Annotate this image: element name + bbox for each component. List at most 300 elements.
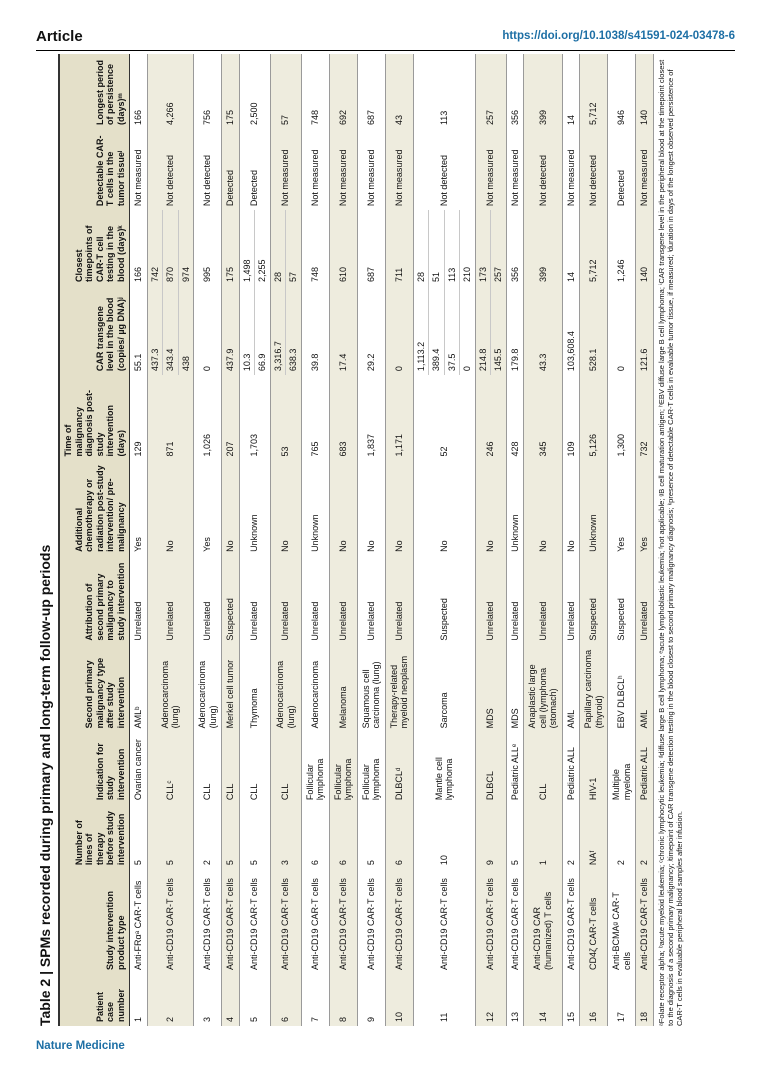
table-cell: Yes — [608, 461, 636, 556]
table-row — [385, 54, 413, 1026]
table-subvalue: 29.2 — [365, 353, 376, 372]
table-cell: Anti-CD19 CAR-T cells — [194, 869, 222, 974]
table-cell-multi — [239, 210, 270, 286]
table-cell: 1 — [524, 804, 563, 869]
table-cell: 7 — [301, 974, 329, 1026]
table-cell: 687 — [357, 54, 385, 129]
table-cell: 428 — [506, 375, 524, 460]
table-cell: No — [270, 461, 301, 556]
table-cell: Anti-CD19 CAR-T cells — [506, 869, 524, 974]
table-cell: Anti-CD19 CAR-T cells — [222, 869, 240, 974]
table-cell: Anti-CD19 CAR-T cells — [385, 869, 413, 974]
table-cell: Anti-CD19 CAR-T cells — [562, 869, 580, 974]
table-cell: Not measured — [357, 129, 385, 210]
table-subvalue: 610 — [337, 267, 348, 283]
table-cell: Detected — [222, 129, 240, 210]
table-cell-multi — [475, 210, 506, 286]
table-cell: 15 — [562, 974, 580, 1026]
table-cell: Unrelated — [562, 556, 580, 645]
table-cell: Detected — [608, 129, 636, 210]
table-cell: 5,712 — [580, 54, 608, 129]
table-cell: 207 — [222, 375, 240, 460]
table-subvalue: 121.6 — [639, 348, 649, 372]
table-cell: Not measured — [475, 129, 506, 210]
table-cell: Suspected — [580, 556, 608, 645]
table-subvalue: 28 — [271, 210, 287, 286]
table-cell: CLL — [270, 732, 301, 804]
table-cell-multi — [147, 286, 194, 375]
doi-link[interactable]: https://doi.org/10.1038/s41591-024-03478-6 — [502, 30, 735, 42]
table-cell: Adenocarcinoma — [301, 645, 329, 733]
table-cell-multi — [413, 286, 475, 375]
table-cell: 946 — [608, 54, 636, 129]
table-subvalue: 257 — [493, 267, 503, 283]
table-cell: 345 — [524, 375, 563, 460]
table-cell: No — [329, 461, 357, 556]
table-cell: No — [413, 461, 475, 556]
spm-table — [58, 54, 654, 1026]
table-cell: 43 — [385, 54, 413, 129]
table-cell: 129 — [130, 375, 148, 460]
table-cell: Unrelated — [357, 556, 385, 645]
table-subvalue: 0 — [616, 366, 627, 372]
table-cell: 356 — [506, 54, 524, 129]
table-cell-multi — [329, 286, 357, 375]
table-cell: Therapy-related myeloid neoplasm — [385, 645, 413, 733]
table-cell: Anti-CD19 CAR-T cells — [270, 869, 301, 974]
table-subvalue: 5,712 — [588, 259, 599, 283]
table-cell-multi — [301, 210, 329, 286]
table-cell: DLBCLᵈ — [385, 732, 413, 804]
table-row — [562, 54, 580, 1026]
table-cell: Anti-CD19 CAR (humanized) T cells — [524, 869, 563, 974]
table-subvalue: 437.3 — [148, 286, 164, 375]
table-subvalue: 179.8 — [509, 348, 520, 372]
table-cell: 5 — [147, 804, 194, 869]
table-cell: 2 — [562, 804, 580, 869]
table-cell: MDS — [506, 645, 524, 733]
table-cell: 1,171 — [385, 375, 413, 460]
table-row — [608, 54, 636, 1026]
table-cell: Anti-CD19 CAR-T cells — [413, 869, 475, 974]
table-cell-multi — [147, 210, 194, 286]
column-header: Indication for study intervention — [59, 732, 130, 804]
table-row — [147, 54, 194, 1026]
table-cell-multi — [475, 286, 506, 375]
table-cell: Anti-CD19 CAR-T cells — [301, 869, 329, 974]
table-cell: 17 — [608, 974, 636, 1026]
table-cell: 3 — [270, 804, 301, 869]
table-cell: 399 — [524, 54, 563, 129]
column-header: Additional chemotherapy or radiation post-study intervention/ pre-malignancy — [59, 461, 130, 556]
table-cell: Ovarian cancer — [130, 732, 148, 804]
table-cell: Thymoma — [239, 645, 270, 733]
table-subvalue: 140 — [639, 267, 649, 283]
table-cell: 175 — [222, 54, 240, 129]
table-cell: Not measured — [385, 129, 413, 210]
table-cell-multi — [329, 210, 357, 286]
table-cell: Unknown — [239, 461, 270, 556]
table-cell: 6 — [329, 804, 357, 869]
table-cell-multi — [580, 210, 608, 286]
column-header: Patient case number — [59, 974, 130, 1026]
column-header: Closest timepoints of CAR-T cell testing in the blood (days)ᵏ — [59, 210, 130, 286]
table-subvalue: 389.4 — [429, 286, 445, 375]
table-cell: 140 — [636, 54, 654, 129]
table-cell: 5 — [506, 804, 524, 869]
table-cell: Melanoma — [329, 645, 357, 733]
table-cell: 756 — [194, 54, 222, 129]
table-row — [357, 54, 385, 1026]
table-cell: Unknown — [506, 461, 524, 556]
table-cell: 2 — [147, 974, 194, 1026]
table-row — [636, 54, 654, 1026]
table-cell: 2 — [194, 804, 222, 869]
table-cell: 5 — [357, 804, 385, 869]
table-cell: Unrelated — [524, 556, 563, 645]
table-cell-multi — [357, 210, 385, 286]
table-subvalue: 0 — [202, 366, 213, 372]
table-cell: 57 — [270, 54, 301, 129]
table-cell: Yes — [194, 461, 222, 556]
table-cell-multi — [385, 286, 413, 375]
table-subvalue: 14 — [565, 272, 576, 283]
table-cell: Not detected — [194, 129, 222, 210]
column-header: Longest period of persistence (days)ᵐ — [59, 54, 130, 129]
table-body — [130, 54, 654, 1026]
table-cell: 6 — [301, 804, 329, 869]
table-cell-multi — [524, 286, 563, 375]
table-cell-multi — [270, 286, 301, 375]
table-cell: No — [475, 461, 506, 556]
table-cell-multi — [580, 286, 608, 375]
table-cell: 10 — [413, 804, 475, 869]
table-cell-multi — [506, 286, 524, 375]
table-subvalue: 437.9 — [225, 348, 235, 372]
table-cell: 52 — [413, 375, 475, 460]
table-cell-multi — [194, 286, 222, 375]
table-subvalue: 0 — [462, 366, 472, 372]
table-subvalue: 173 — [476, 210, 492, 286]
table-cell: 10 — [385, 974, 413, 1026]
table-cell: 8 — [329, 974, 357, 1026]
rotated-table-page — [36, 54, 748, 1026]
table-subvalue: 438 — [180, 356, 191, 372]
table-cell: Pediatric ALLᵉ — [506, 732, 524, 804]
table-cell-multi — [222, 286, 240, 375]
table-cell: Unrelated — [239, 556, 270, 645]
table-cell: Not detected — [413, 129, 475, 210]
table-cell: Not detected — [524, 129, 563, 210]
table-cell: AML — [562, 645, 580, 733]
table-subvalue: 687 — [365, 267, 376, 283]
table-cell: Follicular lymphoma — [301, 732, 329, 804]
table-cell: Follicular lymphoma — [329, 732, 357, 804]
column-header: Second primary malignancy type after study intervention — [59, 645, 130, 733]
table-cell: MDS — [475, 645, 506, 733]
table-cell: Adenocarcinoma (lung) — [194, 645, 222, 733]
table-cell: CD4ζ CAR-T cells — [580, 869, 608, 974]
table-cell: Not measured — [329, 129, 357, 210]
table-row — [222, 54, 240, 1026]
table-cell: Unknown — [580, 461, 608, 556]
table-row — [506, 54, 524, 1026]
table-cell: 2 — [608, 804, 636, 869]
table-cell: 5 — [239, 974, 270, 1026]
table-cell: CLL — [239, 732, 270, 804]
table-cell: HIV-1 — [580, 732, 608, 804]
table-cell: No — [562, 461, 580, 556]
table-row — [301, 54, 329, 1026]
table-cell: Mantle cell lymphoma — [413, 732, 475, 804]
table-cell: 748 — [301, 54, 329, 129]
table-cell-multi — [239, 286, 270, 375]
table-cell-multi — [357, 286, 385, 375]
table-subvalue: 399 — [537, 267, 548, 283]
table-subvalue: 638.3 — [288, 348, 298, 372]
table-cell: 13 — [506, 974, 524, 1026]
table-cell: Adenocarcinoma (lung) — [147, 645, 194, 733]
table-cell-multi — [301, 286, 329, 375]
table-cell: Not measured — [562, 129, 580, 210]
table-cell: 14 — [524, 974, 563, 1026]
table-cell: 18 — [636, 974, 654, 1026]
table-cell: 113 — [413, 54, 475, 129]
table-cell: 6 — [270, 974, 301, 1026]
table-cell: 16 — [580, 974, 608, 1026]
table-subvalue: 28 — [414, 210, 430, 286]
column-header: Study intervention product type — [59, 869, 130, 974]
table-cell: Anti-CD19 CAR-T cells — [239, 869, 270, 974]
table-cell: 12 — [475, 974, 506, 1026]
column-header: Number of lines of therapy before study intervention — [59, 804, 130, 869]
table-cell-multi — [562, 286, 580, 375]
table-subvalue: 66.9 — [257, 353, 267, 372]
table-cell-multi — [524, 210, 563, 286]
table-cell: 53 — [270, 375, 301, 460]
table-row — [475, 54, 506, 1026]
table-cell: Merkel cell tumor — [222, 645, 240, 733]
table-cell: Follicular lymphoma — [357, 732, 385, 804]
table-subvalue: 0 — [393, 366, 404, 372]
table-cell: Not detected — [580, 129, 608, 210]
table-cell: EBV DLBCLʰ — [608, 645, 636, 733]
table-cell: Anti-FRαᵃ CAR-T cells — [130, 869, 148, 974]
table-cell-multi — [506, 210, 524, 286]
table-cell: Anti-CD19 CAR-T cells — [475, 869, 506, 974]
table-cell: Suspected — [413, 556, 475, 645]
table-cell: CLL — [194, 732, 222, 804]
table-cell: No — [147, 461, 194, 556]
table-cell: 1,703 — [239, 375, 270, 460]
table-subvalue: 175 — [225, 267, 235, 283]
table-subvalue: 2,255 — [257, 259, 267, 283]
column-header: Attribution of second primary malignancy to study intervention — [59, 556, 130, 645]
table-subvalue: 748 — [309, 267, 320, 283]
table-cell: Unrelated — [506, 556, 524, 645]
table-subvalue: 39.8 — [309, 353, 320, 372]
table-cell: NAᶠ — [580, 804, 608, 869]
table-row — [270, 54, 301, 1026]
table-cell: 9 — [475, 804, 506, 869]
table-subvalue: 356 — [509, 267, 520, 283]
table-cell: 11 — [413, 974, 475, 1026]
table-cell: Pediatric ALL — [562, 732, 580, 804]
table-row — [580, 54, 608, 1026]
table-row — [194, 54, 222, 1026]
table-subvalue: 210 — [462, 267, 472, 283]
table-cell-multi — [194, 210, 222, 286]
table-cell-multi — [130, 210, 148, 286]
table-cell: 2,500 — [239, 54, 270, 129]
header-divider — [36, 50, 735, 51]
table-cell-multi — [636, 286, 654, 375]
table-subvalue: 113 — [445, 210, 461, 286]
table-cell-multi — [130, 286, 148, 375]
table-cell: 5 — [222, 804, 240, 869]
table-cell: CLL — [222, 732, 240, 804]
table-cell: 692 — [329, 54, 357, 129]
table-subvalue: 57 — [288, 272, 298, 283]
table-cell: 1,300 — [608, 375, 636, 460]
table-cell: Papillary carcinoma (thyroid) — [580, 645, 608, 733]
table-subvalue: 974 — [180, 267, 191, 283]
table-subvalue: 1,246 — [616, 259, 627, 283]
table-cell: 871 — [147, 375, 194, 460]
table-cell-multi — [413, 210, 475, 286]
table-cell: 257 — [475, 54, 506, 129]
table-cell: AMLᵇ — [130, 645, 148, 733]
table-cell-multi — [562, 210, 580, 286]
table-cell: Unknown — [301, 461, 329, 556]
table-cell: 166 — [130, 54, 148, 129]
table-cell: 1,026 — [194, 375, 222, 460]
table-cell: Suspected — [222, 556, 240, 645]
table-cell-multi — [636, 210, 654, 286]
table-subvalue: 51 — [429, 210, 445, 286]
table-subvalue: 343.4 — [163, 286, 179, 375]
table-cell-multi — [608, 210, 636, 286]
table-row — [329, 54, 357, 1026]
column-header: Time of malignancy diagnosis post-study intervention (days) — [59, 375, 130, 460]
table-cell: Not measured — [506, 129, 524, 210]
table-title: Table 2 | SPMs recorded during primary and long-term follow-up periods — [37, 544, 53, 1026]
table-subvalue: 3,316.7 — [271, 286, 287, 375]
table-cell: Unrelated — [194, 556, 222, 645]
table-cell: Anaplastic large cell (lymphoma (stomach) — [524, 645, 563, 733]
table-cell: Unrelated — [385, 556, 413, 645]
table-subvalue: 1,113.2 — [414, 286, 430, 375]
table-subvalue: 528.1 — [588, 348, 599, 372]
table-subvalue: 37.5 — [445, 286, 461, 375]
table-cell: Adenocarcinoma (lung) — [270, 645, 301, 733]
table-cell: CLL — [524, 732, 563, 804]
table-cell: Not measured — [270, 129, 301, 210]
table-cell: Not measured — [130, 129, 148, 210]
table-cell: Unrelated — [270, 556, 301, 645]
table-cell: 14 — [562, 54, 580, 129]
table-cell: Anti-CD19 CAR-T cells — [636, 869, 654, 974]
table-cell: Pediatric ALL — [636, 732, 654, 804]
table-cell: Detected — [239, 129, 270, 210]
table-subvalue: 55.1 — [133, 353, 143, 372]
table-cell: Anti-CD19 CAR-T cells — [329, 869, 357, 974]
table-cell: Not measured — [301, 129, 329, 210]
table-cell: 109 — [562, 375, 580, 460]
table-cell: Yes — [130, 461, 148, 556]
table-cell: No — [357, 461, 385, 556]
table-subvalue: 103,608.4 — [565, 331, 576, 372]
table-cell: Squamous cell carcinoma (lung) — [357, 645, 385, 733]
table-cell: 4 — [222, 974, 240, 1026]
table-cell: Yes — [636, 461, 654, 556]
table-subvalue: 870 — [163, 210, 179, 286]
column-header: Detectable CAR-T cells in the tumor tissueˡ — [59, 129, 130, 210]
table-cell: 1,837 — [357, 375, 385, 460]
table-cell: 765 — [301, 375, 329, 460]
table-cell: Suspected — [608, 556, 636, 645]
table-cell: DLBCL — [475, 732, 506, 804]
table-cell: 683 — [329, 375, 357, 460]
table-subvalue: 742 — [148, 210, 164, 286]
table-cell: Multiple myeloma — [608, 732, 636, 804]
table-subvalue: 145.5 — [493, 348, 503, 372]
table-cell-multi — [270, 210, 301, 286]
table-cell: Unrelated — [636, 556, 654, 645]
table-cell: No — [524, 461, 563, 556]
table-cell: 5 — [130, 804, 148, 869]
table-cell: Not measured — [636, 129, 654, 210]
table-cell: AML — [636, 645, 654, 733]
table-subvalue: 995 — [202, 267, 213, 283]
table-cell-multi — [608, 286, 636, 375]
column-header: CAR transgene level in the blood (copies/ µg DNA)ʲ — [59, 286, 130, 375]
table-cell: Sarcoma — [413, 645, 475, 733]
journal-name: Nature Medicine — [36, 1040, 125, 1052]
table-cell: Unrelated — [329, 556, 357, 645]
article-label: Article — [36, 28, 83, 45]
table-cell: Unrelated — [475, 556, 506, 645]
table-subvalue: 10.3 — [240, 286, 256, 375]
table-cell: 2 — [636, 804, 654, 869]
table-cell: Unrelated — [301, 556, 329, 645]
table-cell: 5,126 — [580, 375, 608, 460]
table-subvalue: 17.4 — [337, 353, 348, 372]
table-cell: No — [385, 461, 413, 556]
table-subvalue: 711 — [393, 267, 404, 283]
table-subvalue: 166 — [133, 267, 143, 283]
table-cell: No — [222, 461, 240, 556]
table-cell-multi — [222, 210, 240, 286]
table-cell: Anti-BCMAᵍ CAR-T cells — [608, 869, 636, 974]
table-cell: 9 — [357, 974, 385, 1026]
table-subvalue: 214.8 — [476, 286, 492, 375]
table-cell: 3 — [194, 974, 222, 1026]
table-row — [524, 54, 563, 1026]
table-cell: Unrelated — [130, 556, 148, 645]
table-cell: 5 — [239, 804, 270, 869]
table-row — [130, 54, 148, 1026]
table-cell: 1 — [130, 974, 148, 1026]
table-cell: Unrelated — [147, 556, 194, 645]
table-cell: Anti-CD19 CAR-T cells — [147, 869, 194, 974]
table-cell: 6 — [385, 804, 413, 869]
table-row — [413, 54, 475, 1026]
table-footnote: ᵃFolate receptor alpha; ᵇacute myeloid leukemia; ᶜchronic lymphocytic leukemia; ᵈdiffuse large B cell lymphoma; ᵉacute lymphoblastic leukemia; ᶠnot applicable; ᵍB cell maturation antigen; ʰEBV diffuse large B cell lymphoma; ⁱCAR transgene level in the peripheral blood at the timepoint closest to the diagnosis of a second primary malignancy; ʲtimepoint of CAR transgene detection testing in the blood closest to second primary malignancy diagnosis; ᵏpresence of detectable CAR-T cells in evaluable tumor tissue, if measured; ˡduration in days of the longest observed persistence of CAR-T cells in evaluable peripheral blood samples after infusion. — [656, 59, 684, 1026]
table-cell: Not detected — [147, 129, 194, 210]
table-cell: 732 — [636, 375, 654, 460]
table-cell: 246 — [475, 375, 506, 460]
